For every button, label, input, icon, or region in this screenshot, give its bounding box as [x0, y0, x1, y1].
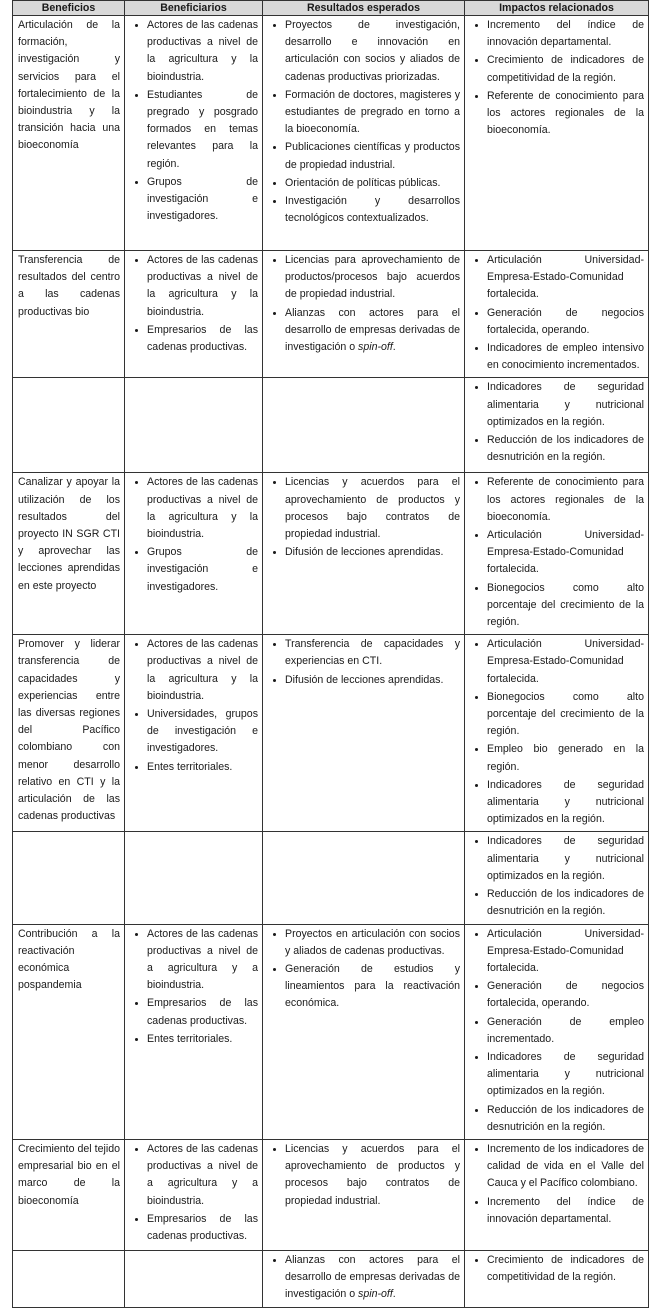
resultados-cell: [263, 924, 465, 1139]
list-item: • Incremento del índice de innovación departamental.: [487, 1194, 644, 1228]
header-beneficios: Beneficios: [13, 1, 125, 16]
list-item: • Proyectos de investigación, desarrollo e innovación en articulación con socios y aliados de cadenas productivas priorizadas.: [285, 17, 460, 86]
beneficiarios-cell: [125, 635, 263, 832]
list-item: [285, 305, 460, 357]
resultados-cell: [263, 16, 465, 251]
list-item: • Actores de las cadenas productivas a nivel de la agricultura y la bioindustria.: [147, 636, 258, 705]
list-item: • Actores de las cadenas productivas a nivel de la agricultura y la bioindustria.: [147, 17, 258, 86]
list-item: • Articulación Universidad-Empresa-Estado-Comunidad fortalecida.: [487, 527, 644, 579]
list-item: • Reducción de los indicadores de desnutrición en la región.: [487, 886, 644, 920]
list-item: • Articulación Universidad-Empresa-Estado-Comunidad fortalecida.: [487, 926, 644, 978]
resultados-cell: [263, 635, 465, 832]
list-item: • Indicadores de seguridad alimentaria y nutricional optimizados en la región.: [487, 379, 644, 431]
list-item: • Actores de las cadenas productivas a nivel de la agricultura y la bioindustria.: [147, 252, 258, 321]
list-item: • Licencias y acuerdos para el aprovechamiento de productos y procesos bajo contratos de propiedad industrial.: [285, 474, 460, 543]
list-item: • Licencias para aprovechamiento de productos/procesos bajo acuerdos de propiedad industrial.: [285, 252, 460, 304]
beneficio-cell: Contribución a la reactivación económica pospandemia: [13, 924, 125, 1139]
list-item: • Entes territoriales.: [147, 759, 258, 776]
list-item: • Formación de doctores, magisteres y estudiantes de pregrado en torno a la bioeconomía.: [285, 87, 460, 139]
list-item: • Actores de las cadenas productivas a nivel de la agricultura y la bioindustria.: [147, 474, 258, 543]
spin-off-text: Alianzas con actores para el desarrollo de empresas derivadas de investigación o: [285, 1253, 460, 1301]
spin-off-end: .: [392, 1288, 396, 1301]
list-item: • Indicadores de seguridad alimentaria y nutricional optimizados en la región.: [487, 1049, 644, 1101]
list-item: • Actores de las cadenas productivas a nivel de a agricultura y a bioindustria.: [147, 1141, 258, 1210]
list-item: • Referente de conocimiento para los actores regionales de la bioeconomía.: [487, 88, 644, 140]
list-item: • Difusión de lecciones aprendidas.: [285, 672, 460, 689]
list-item: • Referente de conocimiento para los actores regionales de la bioeconomía.: [487, 474, 644, 526]
resultados-cell: [263, 1250, 465, 1307]
list-item: • Licencias y acuerdos para el aprovechamiento de productos y procesos bajo contratos de propiedad industrial.: [285, 1141, 460, 1210]
list-item: • Grupos de investigación e investigadores.: [147, 544, 258, 596]
list-item: • Generación de negocios fortalecida, operando.: [487, 978, 644, 1012]
list-item: • Articulación Universidad-Empresa-Estado-Comunidad fortalecida.: [487, 636, 644, 688]
list-item: • Crecimiento de indicadores de competitividad de la región.: [487, 52, 644, 86]
impactos-cell: [465, 635, 649, 832]
spin-off-term: spin-off: [358, 1288, 393, 1301]
spin-off-text: Alianzas con actores para el desarrollo de empresas derivadas de investigación o: [285, 306, 460, 354]
beneficio-cell: Transferencia de resultados del centro a las cadenas productivas bio: [13, 251, 125, 378]
list-item: • Empresarios de las cadenas productivas.: [147, 995, 258, 1029]
spin-off-end: .: [392, 341, 396, 354]
beneficiarios-cell: [125, 924, 263, 1139]
list-item: • Indicadores de seguridad alimentaria y nutricional optimizados en la región.: [487, 777, 644, 829]
impactos-cell: [465, 1250, 649, 1307]
list-item: • Proyectos en articulación con socios y aliados de cadenas productivas.: [285, 926, 460, 960]
resultados-cell: [263, 378, 465, 473]
beneficio-cell: Promover y liderar transferencia de capacidades y experiencias entre las diversas regiones del Pacífico colombiano con menor desarrollo relativo en CTI y la articulación de las cadenas productivas: [13, 635, 125, 832]
beneficiarios-cell: [125, 473, 263, 635]
header-beneficiarios: Beneficiarios: [125, 1, 263, 16]
impactos-cell: [465, 251, 649, 378]
table-row: [13, 1139, 649, 1250]
table-row: [13, 473, 649, 635]
list-item: • Investigación y desarrollos tecnológicos contextualizados.: [285, 193, 460, 227]
impactos-cell: [465, 473, 649, 635]
list-item: • Universidades, grupos de investigación e investigadores.: [147, 706, 258, 758]
table-row: [13, 378, 649, 473]
impactos-cell: [465, 378, 649, 473]
list-item: • Estudiantes de pregrado y posgrado formados en temas relevantes para la región.: [147, 87, 258, 173]
resultados-cell: [263, 251, 465, 378]
list-item: • Entes territoriales.: [147, 1031, 258, 1048]
list-item: • Publicaciones científicas y productos de propiedad industrial.: [285, 139, 460, 173]
table-row: [13, 1250, 649, 1307]
list-item: • Indicadores de empleo intensivo en conocimiento incrementados.: [487, 340, 644, 374]
beneficio-cell: [13, 378, 125, 473]
table-row: [13, 16, 649, 251]
list-item: • Incremento de los indicadores de calidad de vida en el Valle del Cauca y el Pacífico colombiano.: [487, 1141, 644, 1193]
header-resultados: Resultados esperados: [263, 1, 465, 16]
list-item: • Generación de negocios fortalecida, operando.: [487, 305, 644, 339]
beneficio-cell: Crecimiento del tejido empresarial bio en el marco de la bioeconomía: [13, 1139, 125, 1250]
beneficio-cell: Canalizar y apoyar la utilización de los resultados del proyecto IN SGR CTI y aprovechar las lecciones aprendidas en este proyecto: [13, 473, 125, 635]
list-item: • Transferencia de capacidades y experiencias en CTI.: [285, 636, 460, 670]
beneficiarios-cell: [125, 1139, 263, 1250]
list-item: • Bionegocios como alto porcentaje del crecimiento de la región.: [487, 580, 644, 632]
impactos-cell: [465, 1139, 649, 1250]
list-item: [285, 1252, 460, 1304]
beneficiarios-cell: [125, 378, 263, 473]
list-item: • Bionegocios como alto porcentaje del crecimiento de la región.: [487, 689, 644, 741]
impactos-cell: [465, 832, 649, 924]
list-item: • Indicadores de seguridad alimentaria y nutricional optimizados en la región.: [487, 833, 644, 885]
resultados-cell: [263, 473, 465, 635]
header-row: [13, 1, 649, 16]
table-row: [13, 924, 649, 1139]
beneficio-cell: [13, 1250, 125, 1307]
resultados-cell: [263, 1139, 465, 1250]
list-item: • Incremento del índice de innovación departamental.: [487, 17, 644, 51]
list-item: • Articulación Universidad-Empresa-Estado-Comunidad fortalecida.: [487, 252, 644, 304]
beneficio-cell: Articulación de la formación, investigación y servicios para el fortalecimiento de la bioindustria y la transición hacia una bioeconomía: [13, 16, 125, 251]
list-item: • Generación de estudios y lineamientos para la reactivación económica.: [285, 961, 460, 1013]
list-item: • Empresarios de las cadenas productivas.: [147, 1211, 258, 1245]
table-row: [13, 251, 649, 378]
list-item: • Reducción de los indicadores de desnutrición en la región.: [487, 432, 644, 466]
beneficiarios-cell: [125, 251, 263, 378]
list-item: • Empresarios de las cadenas productivas.: [147, 322, 258, 356]
beneficio-cell: [13, 832, 125, 924]
beneficios-table: [12, 0, 649, 1308]
impactos-cell: [465, 924, 649, 1139]
impactos-cell: [465, 16, 649, 251]
beneficiarios-cell: [125, 16, 263, 251]
list-item: • Grupos de investigación e investigadores.: [147, 174, 258, 226]
table-row: [13, 832, 649, 924]
list-item: • Reducción de los indicadores de desnutrición en la región.: [487, 1102, 644, 1136]
list-item: • Generación de empleo incrementado.: [487, 1014, 644, 1048]
header-impactos: Impactos relacionados: [465, 1, 649, 16]
beneficiarios-cell: [125, 832, 263, 924]
list-item: • Difusión de lecciones aprendidas.: [285, 544, 460, 561]
list-item: • Crecimiento de indicadores de competitividad de la región.: [487, 1252, 644, 1286]
table-row: [13, 635, 649, 832]
spin-off-term: spin-off: [358, 341, 393, 354]
list-item: • Actores de las cadenas productivas a nivel de a agricultura y a bioindustria.: [147, 926, 258, 995]
list-item: • Orientación de políticas públicas.: [285, 175, 460, 192]
list-item: • Empleo bio generado en la región.: [487, 741, 644, 775]
resultados-cell: [263, 832, 465, 924]
beneficiarios-cell: [125, 1250, 263, 1307]
